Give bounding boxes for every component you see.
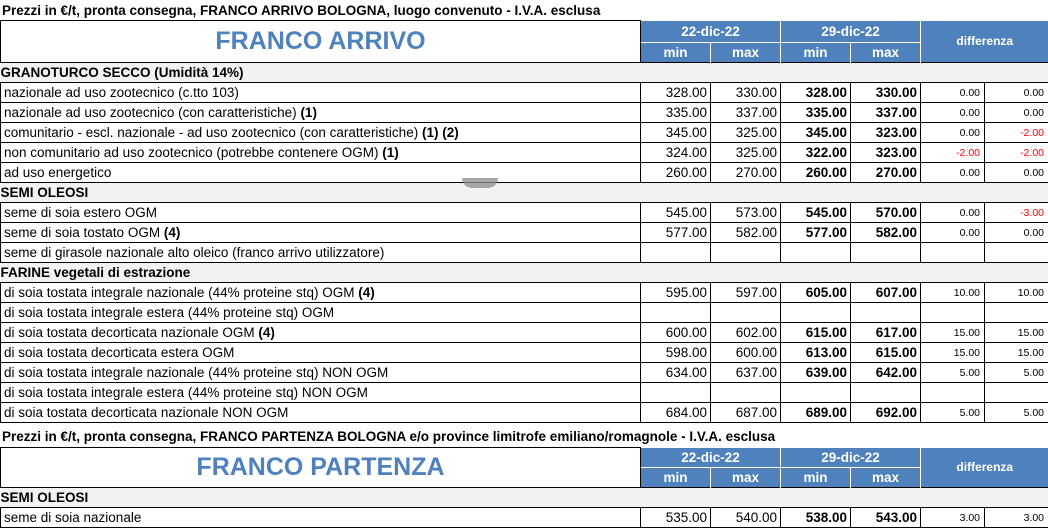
- diff-min: [921, 383, 985, 403]
- price-max-prev: 600.00: [711, 343, 781, 363]
- price-min-prev: 345.00: [641, 123, 711, 143]
- min-header: min: [781, 468, 851, 488]
- product-name: non comunitario ad uso zootecnico (potrebbe contenere OGM): [4, 145, 379, 160]
- table-row: [1, 403, 1048, 423]
- footnote-ref: (4): [258, 325, 275, 340]
- min-header: min: [641, 43, 711, 63]
- diff-max: 0.00: [985, 83, 1048, 103]
- price-min-current: 689.00: [781, 403, 851, 423]
- diff-max: 0.00: [985, 223, 1048, 243]
- diff-min: 0.00: [921, 223, 985, 243]
- product-name: di soia tostata integrale estera (44% proteine stq) OGM: [4, 305, 335, 320]
- diff-max: 15.00: [985, 343, 1048, 363]
- date-header-1: 22-dic-22: [641, 21, 781, 43]
- price-min-current: 605.00: [781, 283, 851, 303]
- row-label: [1, 83, 641, 103]
- row-label: [1, 303, 641, 323]
- table-row: [1, 223, 1048, 243]
- section-header-row: [1, 263, 1048, 283]
- footnote-ref: (4): [358, 285, 375, 300]
- row-label: [1, 283, 641, 303]
- diff-min: 5.00: [921, 363, 985, 383]
- product-name: di soia tostata integrale nazionale (44% proteine stq) OGM: [4, 285, 355, 300]
- table-row: [1, 123, 1048, 143]
- diff-min: 0.00: [921, 203, 985, 223]
- diff-max: 5.00: [985, 403, 1048, 423]
- product-name: seme di girasole nazionale alto oleico (franco arrivo utilizzatore): [4, 245, 385, 260]
- price-min-prev: 335.00: [641, 103, 711, 123]
- min-header: min: [781, 43, 851, 63]
- footnote-ref: (1): [300, 105, 317, 120]
- row-label: [1, 223, 641, 243]
- diff-min: [921, 303, 985, 323]
- product-name: seme di soia nazionale: [4, 510, 142, 525]
- price-min-prev: 684.00: [641, 403, 711, 423]
- price-max-prev: 602.00: [711, 323, 781, 343]
- table-row: [1, 363, 1048, 383]
- price-max-prev: 582.00: [711, 223, 781, 243]
- price-min-prev: 535.00: [641, 508, 711, 528]
- price-max-current: 692.00: [851, 403, 921, 423]
- price-min-prev: [641, 303, 711, 323]
- diff-min: 0.00: [921, 83, 985, 103]
- diff-max: 10.00: [985, 283, 1048, 303]
- price-max-current: 323.00: [851, 123, 921, 143]
- product-name: di soia tostata integrale estera (44% proteine stq) NON OGM: [4, 385, 368, 400]
- max-header: max: [851, 43, 921, 63]
- price-min-current: 335.00: [781, 103, 851, 123]
- diff-min: 15.00: [921, 323, 985, 343]
- product-name: di soia tostata decorticata estera OGM: [4, 345, 235, 360]
- product-name: nazionale ad uso zootecnico (con caratteristiche): [4, 105, 297, 120]
- product-name: seme di soia estero OGM: [4, 205, 158, 220]
- table-row: [1, 508, 1048, 528]
- product-name: di soia tostata integrale nazionale (44% proteine stq) NON OGM: [4, 365, 389, 380]
- table-row: [1, 83, 1048, 103]
- table-row: [1, 203, 1048, 223]
- min-header: min: [641, 468, 711, 488]
- price-min-current: 577.00: [781, 223, 851, 243]
- banner-franco-partenza: FRANCO PARTENZA: [1, 448, 641, 488]
- footnote-ref: (1): [382, 145, 399, 160]
- price-max-current: 617.00: [851, 323, 921, 343]
- price-max-prev: 540.00: [711, 508, 781, 528]
- diff-min: [921, 243, 985, 263]
- price-min-prev: 328.00: [641, 83, 711, 103]
- price-max-prev: 687.00: [711, 403, 781, 423]
- diff-max: [985, 303, 1048, 323]
- product-name: seme di soia tostato OGM: [4, 225, 161, 240]
- max-header: max: [711, 43, 781, 63]
- price-min-prev: 598.00: [641, 343, 711, 363]
- price-max-current: 323.00: [851, 143, 921, 163]
- price-max-prev: 597.00: [711, 283, 781, 303]
- price-min-current: 345.00: [781, 123, 851, 143]
- product-name: comunitario - escl. nazionale - ad uso zootecnico (con caratteristiche): [4, 125, 419, 140]
- table-row: [1, 243, 1048, 263]
- diff-min: 15.00: [921, 343, 985, 363]
- price-min-current: 639.00: [781, 363, 851, 383]
- price-max-prev: 573.00: [711, 203, 781, 223]
- table-row: [1, 143, 1048, 163]
- table-franco-partenza: [0, 447, 1048, 528]
- price-max-current: 570.00: [851, 203, 921, 223]
- row-label: [1, 363, 641, 383]
- row-label: [1, 103, 641, 123]
- price-max-current: 270.00: [851, 163, 921, 183]
- table-row: [1, 323, 1048, 343]
- section-header-row: [1, 488, 1048, 508]
- date-header-1: 22-dic-22: [641, 448, 781, 468]
- product-name: nazionale ad uso zootecnico (c.tto 103): [4, 85, 239, 100]
- date-header-2: 29-dic-22: [781, 21, 921, 43]
- price-max-prev: [711, 383, 781, 403]
- diff-max: -3.00: [985, 203, 1048, 223]
- diff-max: 15.00: [985, 323, 1048, 343]
- table-row: [1, 163, 1048, 183]
- price-max-current: 330.00: [851, 83, 921, 103]
- price-min-current: 613.00: [781, 343, 851, 363]
- price-min-prev: 595.00: [641, 283, 711, 303]
- price-max-prev: [711, 303, 781, 323]
- price-min-prev: [641, 243, 711, 263]
- footnote-ref: (4): [163, 225, 181, 240]
- section-title: GRANOTURCO SECCO (Umidità 14%): [1, 63, 1048, 83]
- row-label: [1, 123, 641, 143]
- price-max-prev: 270.00: [711, 163, 781, 183]
- diff-min: -2.00: [921, 143, 985, 163]
- price-max-current: 543.00: [851, 508, 921, 528]
- row-label: [1, 343, 641, 363]
- row-label: [1, 403, 641, 423]
- diff-min: 0.00: [921, 103, 985, 123]
- price-min-current: [781, 303, 851, 323]
- price-min-current: 328.00: [781, 83, 851, 103]
- price-max-prev: 637.00: [711, 363, 781, 383]
- diff-header: differenza: [921, 21, 1048, 63]
- price-max-current: 642.00: [851, 363, 921, 383]
- max-header: max: [851, 468, 921, 488]
- diff-max: [985, 383, 1048, 403]
- price-max-current: [851, 383, 921, 403]
- price-max-prev: 325.00: [711, 143, 781, 163]
- product-name: ad uso energetico: [4, 165, 112, 180]
- row-label: [1, 383, 641, 403]
- price-min-prev: [641, 383, 711, 403]
- price-min-current: 322.00: [781, 143, 851, 163]
- price-max-current: 607.00: [851, 283, 921, 303]
- footnote-ref: (1) (2): [421, 125, 459, 140]
- date-header-2: 29-dic-22: [781, 448, 921, 468]
- price-min-current: 615.00: [781, 323, 851, 343]
- diff-header: differenza: [921, 448, 1048, 488]
- row-label: [1, 143, 641, 163]
- row-label: [1, 163, 641, 183]
- diff-min: 10.00: [921, 283, 985, 303]
- diff-max: 5.00: [985, 363, 1048, 383]
- scroll-indicator: [462, 178, 498, 188]
- diff-max: 0.00: [985, 103, 1048, 123]
- row-label: [1, 243, 641, 263]
- row-label: [1, 323, 641, 343]
- section-header-row: [1, 63, 1048, 83]
- price-min-prev: 545.00: [641, 203, 711, 223]
- table-franco-arrivo: [0, 20, 1048, 423]
- diff-max: 3.00: [985, 508, 1048, 528]
- diff-min: 0.00: [921, 123, 985, 143]
- price-min-current: 545.00: [781, 203, 851, 223]
- section-title: SEMI OLEOSI: [1, 488, 1048, 508]
- price-max-current: [851, 303, 921, 323]
- table-row: [1, 103, 1048, 123]
- product-name: di soia tostata decorticata nazionale OGM: [4, 325, 255, 340]
- section-title: SEMI OLEOSI: [1, 183, 1048, 203]
- diff-min: 5.00: [921, 403, 985, 423]
- price-min-current: [781, 243, 851, 263]
- max-header: max: [711, 468, 781, 488]
- table-row: [1, 283, 1048, 303]
- product-name: di soia tostata decorticata nazionale NON OGM: [4, 405, 289, 420]
- price-min-current: [781, 383, 851, 403]
- header-line-partenza: Prezzi in €/t, pronta consegna, FRANCO PARTENZA BOLOGNA e/o province limitrofe emiliano/romagnole - I.V.A. esclusa: [2, 429, 776, 444]
- price-min-prev: 324.00: [641, 143, 711, 163]
- row-label: [1, 508, 641, 528]
- section-header-row: [1, 183, 1048, 203]
- diff-max: 0.00: [985, 163, 1048, 183]
- price-max-prev: 325.00: [711, 123, 781, 143]
- price-min-prev: 577.00: [641, 223, 711, 243]
- price-min-prev: 260.00: [641, 163, 711, 183]
- banner-franco-arrivo: FRANCO ARRIVO: [1, 21, 641, 63]
- table-row: [1, 343, 1048, 363]
- price-min-current: 538.00: [781, 508, 851, 528]
- price-max-current: 337.00: [851, 103, 921, 123]
- price-max-prev: 330.00: [711, 83, 781, 103]
- price-max-current: 582.00: [851, 223, 921, 243]
- row-label: [1, 203, 641, 223]
- price-min-prev: 634.00: [641, 363, 711, 383]
- price-min-current: 260.00: [781, 163, 851, 183]
- price-max-current: [851, 243, 921, 263]
- price-min-prev: 600.00: [641, 323, 711, 343]
- price-max-current: 615.00: [851, 343, 921, 363]
- table-row: [1, 383, 1048, 403]
- diff-max: -2.00: [985, 123, 1048, 143]
- diff-max: [985, 243, 1048, 263]
- header-line-arrivo: Prezzi in €/t, pronta consegna, FRANCO ARRIVO BOLOGNA, luogo convenuto - I.V.A. esclusa: [2, 3, 601, 18]
- price-max-prev: [711, 243, 781, 263]
- table-row: [1, 303, 1048, 323]
- diff-min: 3.00: [921, 508, 985, 528]
- price-max-prev: 337.00: [711, 103, 781, 123]
- section-title: FARINE vegetali di estrazione: [1, 263, 1048, 283]
- diff-max: -2.00: [985, 143, 1048, 163]
- diff-min: 0.00: [921, 163, 985, 183]
